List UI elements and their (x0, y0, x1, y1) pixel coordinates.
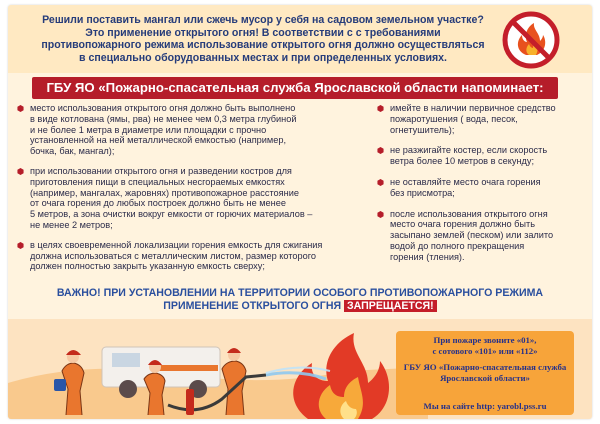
list-item-line: пожаротушения ( вода, песок, (390, 113, 518, 124)
list-item-line: засыпано землей (песком) или залито (390, 230, 554, 241)
bullet-hexagon-icon (17, 242, 24, 249)
website-text: Мы на сайте http: yarobl.pss.ru (423, 401, 547, 411)
list-item-line: в виде котлована (ямы, рва) не менее чем 0,3 метра глубиной (30, 113, 297, 124)
list-item-line: должен полностью закрыть указанную емкость сверху; (30, 261, 265, 272)
list-item (374, 177, 574, 199)
intro-line: в специально оборудованных местах и при определенных условиях. (78, 51, 447, 64)
warning-line (48, 300, 552, 313)
left-rules-list (14, 103, 364, 281)
list-item-line: в целях своевременной локализации горения емкость для сжигания (30, 239, 323, 250)
list-item-line: должна использоваться с металлическим листом, размер которого (30, 250, 316, 261)
list-item-line: горения (тления). (390, 251, 465, 262)
phone-line: с сотового «101» или «112» (432, 345, 538, 356)
organization-name (400, 362, 570, 383)
intro-line: противопожарного режима использование открытого огня должно осуществляться (41, 39, 485, 51)
list-item-line: без присмотра; (390, 187, 455, 198)
banner-heading: ГБУ ЯО «Пожарно-спасательная служба Ярославской области напоминает: (32, 77, 558, 99)
bullet-hexagon-icon (377, 105, 384, 112)
list-item-line: имейте в наличии первичное средство (390, 103, 556, 113)
list-item-line: после использования открытого огня (390, 208, 548, 219)
list-item-line: огнетушитель); (390, 124, 455, 135)
intro-text (18, 14, 508, 64)
list-item (14, 103, 364, 157)
emergency-phones (400, 335, 570, 356)
list-item-line: ветра более 10 метров в секунду; (390, 156, 535, 167)
bullet-hexagon-icon (17, 105, 24, 112)
leaflet (8, 5, 592, 419)
list-item (374, 145, 574, 167)
list-item-line: место очага горения должно быть (390, 219, 535, 230)
list-item-line: не разжигайте костер, если скорость (390, 145, 548, 156)
list-item-line: не оставляйте место очага горения (390, 176, 541, 187)
org-line: Ярославской области» (440, 372, 530, 383)
list-item-line: водой до полного прекращения (390, 240, 525, 251)
list-item-line: не менее 2 метров; (30, 219, 113, 230)
phone-line: При пожаре звоните «01», (433, 335, 537, 345)
bullet-hexagon-icon (17, 168, 24, 175)
right-rules-list (374, 103, 574, 273)
no-fire-sign-icon (502, 11, 560, 69)
list-item-line: (например, мангалах, жаровнях) противопожарное расстояние (30, 187, 299, 198)
list-item (14, 166, 364, 231)
list-item-line: бочка, бак, мангал); (30, 146, 115, 157)
list-item-line: при использовании открытого огня и разведении костров для (30, 165, 292, 176)
list-item-line: и не более 1 метра в диаметре или площадки с прочно (30, 124, 267, 135)
intro-line: Это применение открытого огня! В соответствии с с требованиями (85, 26, 441, 39)
list-item-line: место использования открытого огня должно быть выполнено (30, 103, 296, 113)
bullet-hexagon-icon (377, 211, 384, 218)
bullet-hexagon-icon (377, 179, 384, 186)
list-item-line: 5 метров, а зона очистки вокруг емкости от горючих материалов – (30, 209, 313, 220)
list-item (374, 103, 574, 135)
intro-line: Решили поставить мангал или сжечь мусор у себя на садовом земельном участке? (42, 14, 484, 26)
list-item (14, 240, 364, 272)
warning-line-text: ПРИМЕНЕНИЕ ОТКРЫТОГО ОГНЯ (163, 300, 342, 312)
warning-line: ВАЖНО! ПРИ УСТАНОВЛЕНИИ НА ТЕРРИТОРИИ ОСОБОГО ПРОТИВОПОЖАРНОГО РЕЖИМА (56, 287, 544, 299)
list-item-line: установленной на ней металлической емкостью (например, (30, 135, 287, 146)
forbidden-label: ЗАПРЕЩАЕТСЯ! (344, 300, 437, 312)
org-line: ГБУ ЯО «Пожарно-спасательная служба (403, 362, 567, 372)
list-item-line: приготовления пищи в специальных несгораемых емкостях (30, 176, 285, 187)
list-item-line: от очага горения до любых построек должно быть не менее (30, 198, 286, 209)
bullet-hexagon-icon (377, 147, 384, 154)
list-item (374, 209, 574, 263)
warning-text (48, 287, 552, 313)
